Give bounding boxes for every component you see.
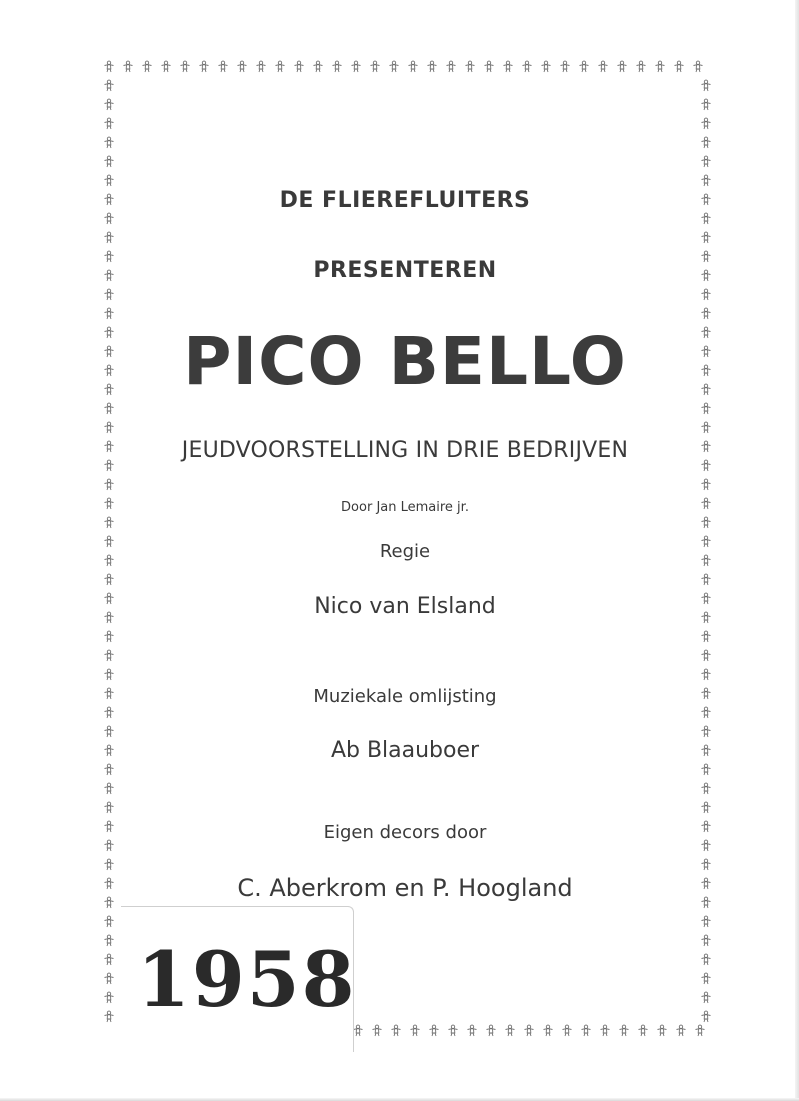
border-figure-icon — [449, 1025, 458, 1036]
border-figure-icon — [702, 1011, 711, 1022]
border-figure-icon — [105, 270, 114, 281]
border-figure-icon — [105, 403, 114, 414]
border-figure-icon — [702, 156, 711, 167]
border-figure-icon — [447, 61, 456, 72]
border-figure-icon — [105, 232, 114, 243]
border-figure-icon — [105, 650, 114, 661]
border-figure-icon — [702, 80, 711, 91]
border-figure-icon — [105, 954, 114, 965]
border-figure-icon — [105, 289, 114, 300]
border-figure-icon — [105, 441, 114, 452]
border-figure-icon — [105, 327, 114, 338]
border-figure-icon — [105, 194, 114, 205]
border-figure-icon — [702, 631, 711, 642]
decor-label: Eigen decors door — [323, 822, 487, 843]
border-figure-icon — [105, 802, 114, 813]
border-figure-icon — [702, 859, 711, 870]
border-figure-icon — [105, 935, 114, 946]
border-figure-icon — [702, 669, 711, 680]
border-figure-icon — [105, 308, 114, 319]
border-figure-icon — [105, 669, 114, 680]
border-figure-icon — [702, 536, 711, 547]
border-figure-icon — [702, 517, 711, 528]
border-figure-icon — [105, 346, 114, 357]
border-figure-icon — [354, 1025, 363, 1036]
border-figure-icon — [702, 783, 711, 794]
border-figure-icon — [181, 61, 190, 72]
border-figure-icon — [105, 137, 114, 148]
border-figure-icon — [105, 175, 114, 186]
border-figure-icon — [105, 80, 114, 91]
border-figure-icon — [105, 213, 114, 224]
border-figure-icon — [105, 118, 114, 129]
border-figure-icon — [219, 61, 228, 72]
border-figure-icon — [105, 251, 114, 262]
border-figure-icon — [677, 1025, 686, 1036]
border-figure-icon — [702, 688, 711, 699]
border-figure-icon — [702, 422, 711, 433]
border-figure-icon — [430, 1025, 439, 1036]
border-figure-icon — [599, 61, 608, 72]
border-figure-icon — [105, 517, 114, 528]
border-figure-icon — [295, 61, 304, 72]
border-figure-icon — [466, 61, 475, 72]
border-figure-icon — [428, 61, 437, 72]
author-credit: Door Jan Lemaire jr. — [341, 500, 469, 515]
presents-heading: PRESENTEREN — [313, 258, 497, 283]
border-figure-icon — [702, 308, 711, 319]
border-figure-icon — [702, 327, 711, 338]
border-figure-icon — [105, 422, 114, 433]
border-figure-icon — [105, 61, 114, 72]
border-figure-icon — [143, 61, 152, 72]
border-figure-icon — [702, 650, 711, 661]
play-title: PICO BELLO — [183, 323, 627, 400]
border-figure-icon — [702, 555, 711, 566]
border-figure-icon — [276, 61, 285, 72]
border-figure-icon — [105, 365, 114, 376]
border-figure-icon — [702, 118, 711, 129]
border-figure-icon — [702, 403, 711, 414]
border-figure-icon — [702, 441, 711, 452]
border-figure-icon — [563, 1025, 572, 1036]
border-figure-icon — [702, 498, 711, 509]
border-figure-icon — [105, 973, 114, 984]
border-figure-icon — [620, 1025, 629, 1036]
border-figure-icon — [105, 479, 114, 490]
border-figure-icon — [506, 1025, 515, 1036]
border-figure-icon — [105, 536, 114, 547]
border-figure-icon — [105, 878, 114, 889]
play-subtitle: JEUDVOORSTELLING IN DRIE BEDRIJVEN — [181, 438, 629, 463]
border-figure-icon — [702, 897, 711, 908]
border-figure-icon — [124, 61, 133, 72]
border-figure-icon — [105, 897, 114, 908]
border-figure-icon — [675, 61, 684, 72]
border-figure-icon — [702, 175, 711, 186]
border-figure-icon — [702, 802, 711, 813]
border-figure-icon — [105, 859, 114, 870]
border-figure-icon — [702, 992, 711, 1003]
border-figure-icon — [656, 61, 665, 72]
border-figure-icon — [105, 783, 114, 794]
border-figure-icon — [525, 1025, 534, 1036]
border-figure-icon — [105, 460, 114, 471]
director-name: Nico van Elsland — [314, 594, 496, 619]
border-figure-icon — [238, 61, 247, 72]
border-figure-icon — [702, 194, 711, 205]
border-figure-icon — [105, 688, 114, 699]
border-figure-icon — [702, 251, 711, 262]
border-figure-icon — [105, 992, 114, 1003]
border-figure-icon — [485, 61, 494, 72]
border-figure-icon — [702, 232, 711, 243]
border-figure-icon — [409, 61, 418, 72]
border-figure-icon — [105, 821, 114, 832]
border-figure-icon — [702, 973, 711, 984]
border-figure-icon — [523, 61, 532, 72]
border-figure-icon — [702, 574, 711, 585]
border-figure-icon — [105, 498, 114, 509]
border-figure-icon — [702, 213, 711, 224]
border-figure-icon — [702, 745, 711, 756]
border-figure-icon — [200, 61, 209, 72]
border-figure-icon — [658, 1025, 667, 1036]
border-figure-icon — [601, 1025, 610, 1036]
border-figure-icon — [702, 726, 711, 737]
border-figure-icon — [637, 61, 646, 72]
border-figure-icon — [105, 726, 114, 737]
border-figure-icon — [105, 555, 114, 566]
border-figure-icon — [105, 156, 114, 167]
border-figure-icon — [105, 745, 114, 756]
border-figure-icon — [105, 612, 114, 623]
border-figure-icon — [694, 61, 703, 72]
border-figure-icon — [487, 1025, 496, 1036]
border-figure-icon — [390, 61, 399, 72]
border-figure-icon — [702, 593, 711, 604]
border-figure-icon — [639, 1025, 648, 1036]
border-figure-icon — [504, 61, 513, 72]
director-label: Regie — [379, 541, 431, 562]
border-figure-icon — [696, 1025, 705, 1036]
border-figure-icon — [105, 840, 114, 851]
border-figure-icon — [702, 916, 711, 927]
border-figure-icon — [468, 1025, 477, 1036]
border-figure-icon — [333, 61, 342, 72]
border-figure-icon — [702, 612, 711, 623]
decor-names: C. Aberkrom en P. Hoogland — [237, 874, 573, 902]
border-figure-icon — [702, 460, 711, 471]
border-figure-icon — [702, 346, 711, 357]
border-figure-icon — [702, 270, 711, 281]
border-figure-icon — [702, 479, 711, 490]
border-figure-icon — [702, 954, 711, 965]
border-figure-icon — [105, 707, 114, 718]
border-figure-icon — [352, 61, 361, 72]
border-figure-icon — [702, 365, 711, 376]
border-figure-icon — [618, 61, 627, 72]
border-figure-icon — [105, 764, 114, 775]
border-figure-icon — [411, 1025, 420, 1036]
group-name: DE FLIEREFLUITERS — [279, 188, 531, 213]
music-name: Ab Blaauboer — [330, 738, 480, 763]
border-figure-icon — [373, 1025, 382, 1036]
year-stamp: 1958 — [137, 935, 357, 1024]
border-figure-icon — [105, 384, 114, 395]
border-figure-icon — [105, 1011, 114, 1022]
border-figure-icon — [580, 61, 589, 72]
border-figure-icon — [702, 878, 711, 889]
border-figure-icon — [105, 916, 114, 927]
border-figure-icon — [257, 61, 266, 72]
border-figure-icon — [371, 61, 380, 72]
border-figure-icon — [702, 99, 711, 110]
border-figure-icon — [162, 61, 171, 72]
music-label: Muziekale omlijsting — [313, 686, 497, 707]
border-figure-icon — [702, 707, 711, 718]
border-figure-icon — [561, 61, 570, 72]
border-figure-icon — [544, 1025, 553, 1036]
border-figure-icon — [702, 821, 711, 832]
border-figure-icon — [105, 574, 114, 585]
border-figure-icon — [702, 289, 711, 300]
border-figure-icon — [702, 137, 711, 148]
border-figure-icon — [702, 840, 711, 851]
border-figure-icon — [392, 1025, 401, 1036]
border-figure-icon — [582, 1025, 591, 1036]
border-figure-icon — [542, 61, 551, 72]
border-figure-icon — [105, 593, 114, 604]
border-figure-icon — [314, 61, 323, 72]
border-figure-icon — [702, 935, 711, 946]
border-figure-icon — [105, 631, 114, 642]
border-figure-icon — [702, 764, 711, 775]
border-figure-icon — [702, 384, 711, 395]
border-figure-icon — [105, 99, 114, 110]
